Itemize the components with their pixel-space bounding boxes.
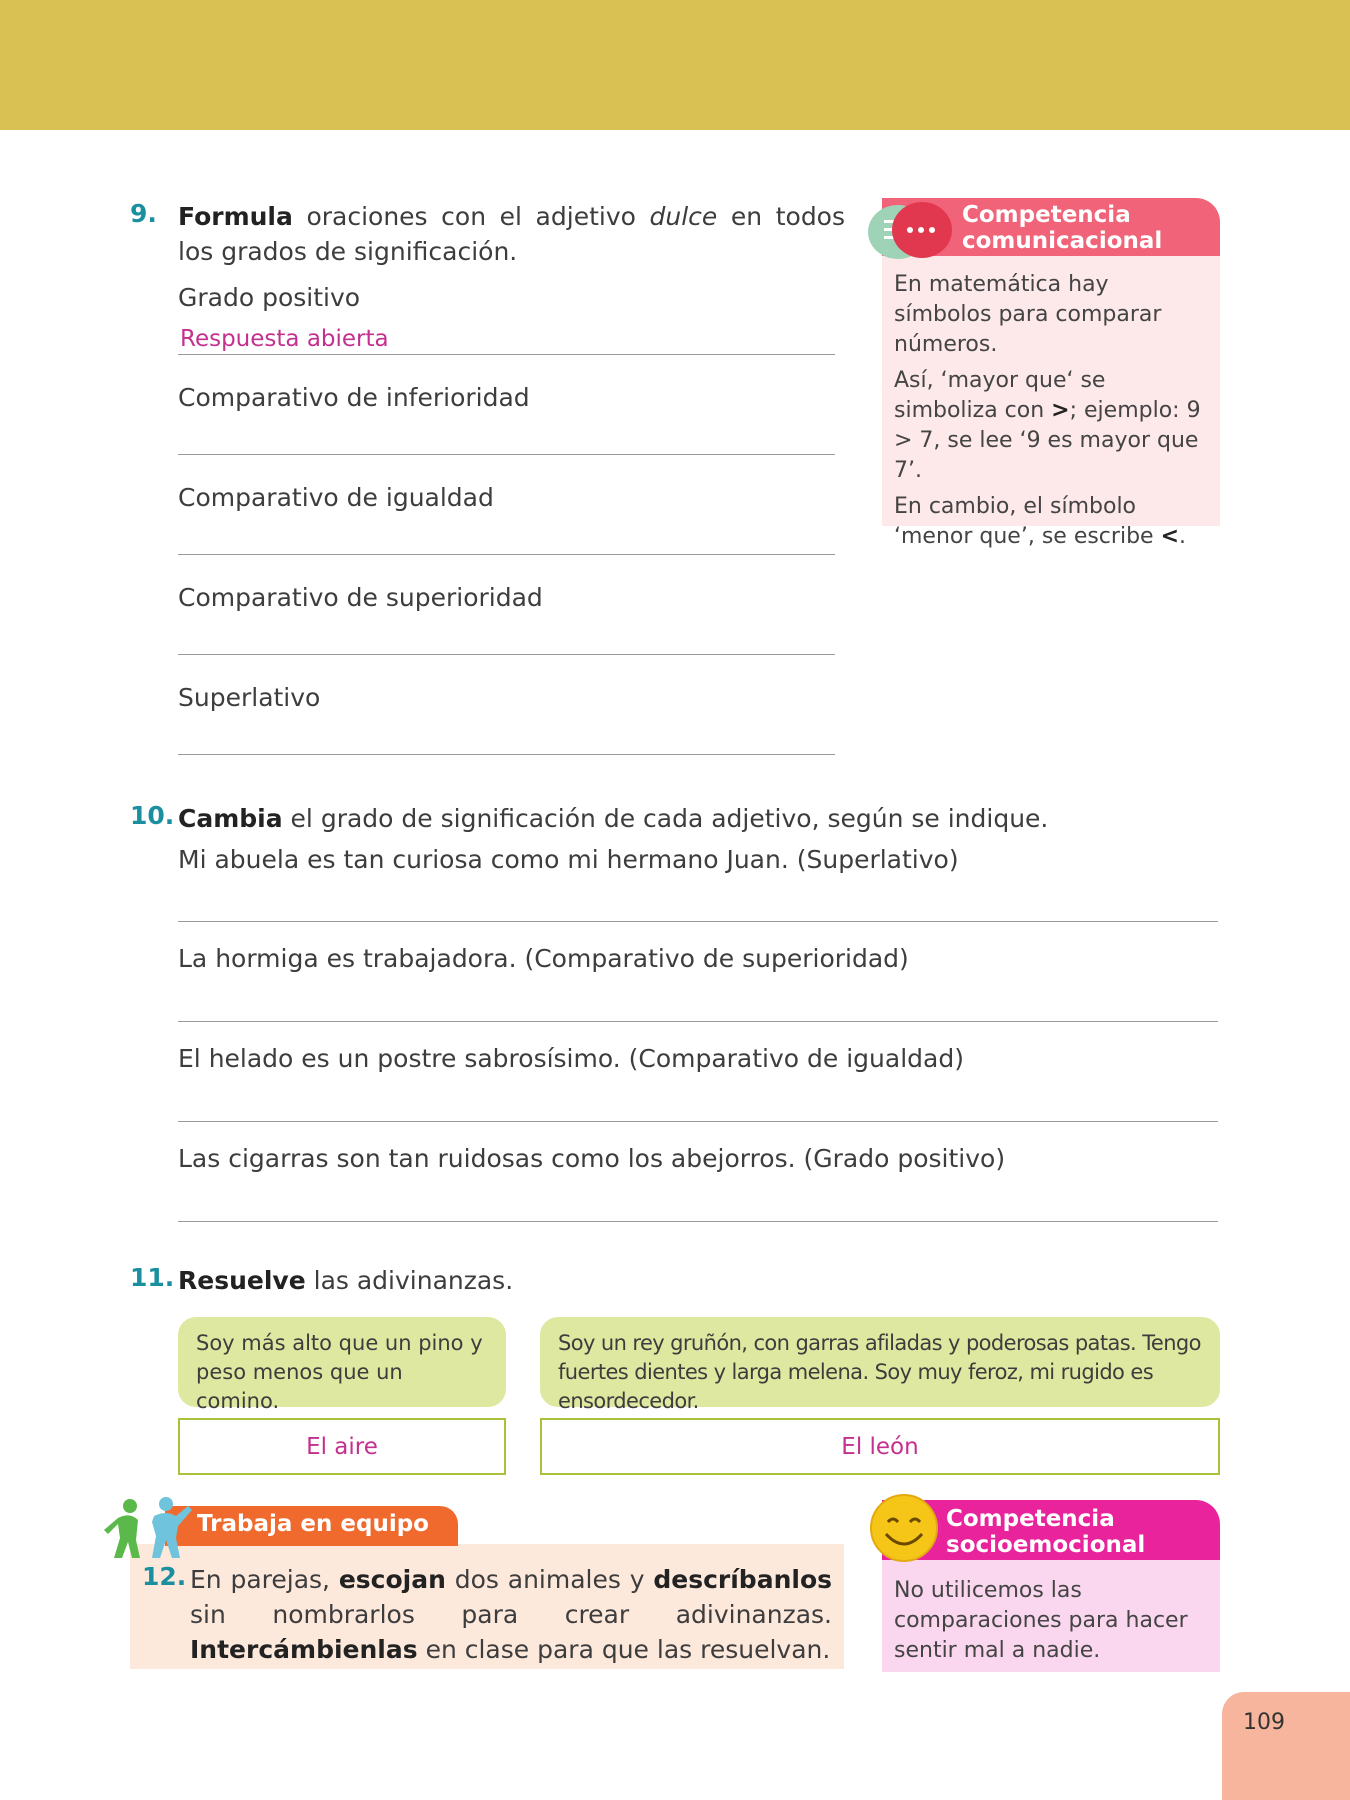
- q10-item: Mi abuela es tan curiosa como mi hermano Juan. (Superlativo): [178, 845, 959, 874]
- q10-answer-line[interactable]: [178, 1021, 1218, 1022]
- riddle-box: Soy un rey gruñón, con garras afiladas y poderosas patas. Tengo fuertes dientes y larga melena. Soy muy feroz, mi rugido es ensordecedor.: [540, 1317, 1220, 1407]
- q10-prompt: [178, 801, 1048, 836]
- comp-com-p2-a: Así, ‘mayor que‘ se simboliza con: [894, 368, 1106, 423]
- q9-answer-line[interactable]: [178, 754, 835, 755]
- q9-label-superlativo: Superlativo: [178, 683, 321, 712]
- q10-answer-line[interactable]: [178, 1221, 1218, 1222]
- q9-label-igualdad: Comparativo de igualdad: [178, 483, 494, 512]
- q12-b2: descríbanlos: [653, 1565, 832, 1594]
- q10-text: el grado de significación de cada adjetivo, según se indique.: [282, 804, 1049, 833]
- comp-com-p3: [894, 492, 1212, 552]
- q12-t2: dos animales y: [445, 1565, 654, 1594]
- q9-italic-word: dulce: [649, 202, 718, 231]
- q9-answer-positivo: Respuesta abierta: [180, 326, 389, 352]
- speech-bubbles-icon: [864, 196, 956, 268]
- q12-t4: en clase para que las resuelvan.: [417, 1635, 831, 1664]
- q12-number: 12.: [142, 1562, 187, 1591]
- q10-item: El helado es un postre sabrosísimo. (Comparativo de igualdad): [178, 1044, 964, 1073]
- comp-socio-title-2: socioemocional: [946, 1532, 1146, 1558]
- q9-verb: Formula: [178, 202, 293, 231]
- comp-com-p3-a: En cambio, el símbolo ‘menor que’, se escribe: [894, 494, 1161, 549]
- smiley-icon: [868, 1492, 940, 1564]
- q9-answer-line[interactable]: [178, 554, 835, 555]
- comp-com-text: [894, 270, 1212, 552]
- q11-prompt: [178, 1263, 513, 1298]
- team-people-icon: [104, 1494, 194, 1560]
- comp-socio-title-1: Competencia: [946, 1506, 1115, 1532]
- q10-item: Las cigarras son tan ruidosas como los abejorros. (Grado positivo): [178, 1144, 1006, 1173]
- q10-item: La hormiga es trabajadora. (Comparativo de superioridad): [178, 944, 909, 973]
- header-band: [0, 0, 1350, 130]
- riddle-box: Soy más alto que un pino y peso menos que un comino.: [178, 1317, 506, 1407]
- q10-answer-line[interactable]: [178, 1121, 1218, 1122]
- q9-answer-line[interactable]: [178, 654, 835, 655]
- comp-socio-text: No utilicemos las comparaciones para hacer sentir mal a nadie.: [894, 1578, 1188, 1663]
- page-number-tab: [1222, 1692, 1350, 1800]
- comp-com-p2: [894, 366, 1212, 486]
- q11-verb: Resuelve: [178, 1266, 306, 1295]
- q9-label-superioridad: Comparativo de superioridad: [178, 583, 543, 612]
- comp-com-p2-symbol: >: [1051, 398, 1070, 423]
- q12-t1: En parejas,: [190, 1565, 339, 1594]
- q9-label-inferioridad: Comparativo de inferioridad: [178, 383, 530, 412]
- comp-com-p2-b: ; ejemplo: 9 > 7, se lee ‘9 es mayor que 7’.: [894, 398, 1201, 483]
- q9-prompt: [178, 199, 845, 269]
- riddle-answer-box[interactable]: El aire: [178, 1418, 506, 1475]
- q9-number: 9.: [130, 199, 157, 228]
- q10-verb: Cambia: [178, 804, 283, 833]
- q11-number: 11.: [130, 1263, 175, 1292]
- page-number: 109: [1243, 1710, 1285, 1735]
- q12-text: [190, 1562, 832, 1667]
- q9-label-positivo: Grado positivo: [178, 283, 361, 312]
- comp-com-title-2: comunicacional: [962, 228, 1163, 254]
- q11-text: las adivinanzas.: [305, 1266, 514, 1295]
- q12-t3: sin nombrarlos para crear adivinanzas.: [190, 1600, 832, 1629]
- q9-answer-line[interactable]: [178, 354, 835, 355]
- comp-com-p3-b: .: [1179, 524, 1186, 549]
- q9-text-b: en todos los grados de significación.: [178, 202, 846, 266]
- team-title: Trabaja en equipo: [197, 1511, 429, 1537]
- comp-com-p1: En matemática hay símbolos para comparar números.: [894, 272, 1162, 357]
- q12-b3: Intercámbienlas: [190, 1635, 418, 1664]
- riddle-answer-box[interactable]: El león: [540, 1418, 1220, 1475]
- q9-text-a: oraciones con el adjetivo: [292, 202, 650, 231]
- q9-answer-line[interactable]: [178, 454, 835, 455]
- comp-com-p3-symbol: <: [1160, 524, 1179, 549]
- q10-number: 10.: [130, 801, 175, 830]
- q12-b1: escojan: [338, 1565, 446, 1594]
- q10-answer-line[interactable]: [178, 921, 1218, 922]
- comp-com-title-1: Competencia: [962, 202, 1131, 228]
